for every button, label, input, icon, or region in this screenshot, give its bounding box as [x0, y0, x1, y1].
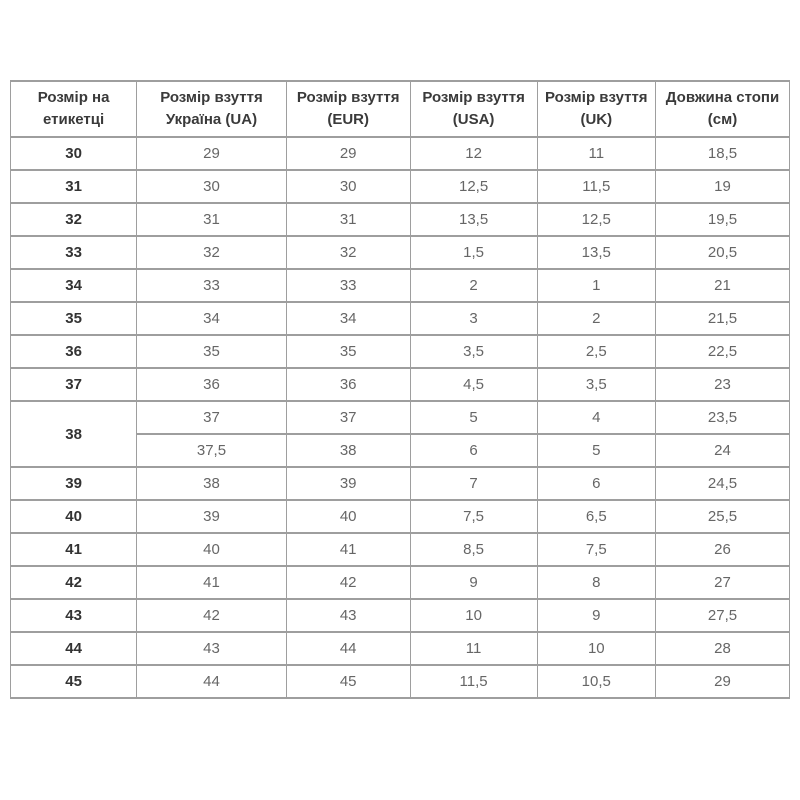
cell: 21,5: [655, 302, 789, 335]
cell: 5: [537, 434, 655, 467]
cell: 4: [537, 401, 655, 434]
cell: 30: [137, 170, 287, 203]
row-label-cell: 40: [11, 500, 137, 533]
row-label-cell: 38: [11, 401, 137, 467]
cell: 2: [410, 269, 537, 302]
cell: 11,5: [410, 665, 537, 698]
cell: 27: [655, 566, 789, 599]
cell: 19,5: [655, 203, 789, 236]
cell: 2: [537, 302, 655, 335]
row-label-cell: 39: [11, 467, 137, 500]
cell: 2,5: [537, 335, 655, 368]
cell: 7: [410, 467, 537, 500]
cell: 6: [537, 467, 655, 500]
cell: 39: [286, 467, 410, 500]
cell: 45: [286, 665, 410, 698]
cell: 23,5: [655, 401, 789, 434]
cell: 6: [410, 434, 537, 467]
cell: 18,5: [655, 137, 789, 170]
cell: 38: [137, 467, 287, 500]
cell: 34: [137, 302, 287, 335]
row-label-cell: 37: [11, 368, 137, 401]
table-row: [11, 566, 790, 599]
cell: 28: [655, 632, 789, 665]
table-row: [11, 203, 790, 236]
cell: 6,5: [537, 500, 655, 533]
cell: 44: [137, 665, 287, 698]
cell: 12,5: [410, 170, 537, 203]
cell: 44: [286, 632, 410, 665]
table-row: [11, 401, 790, 434]
row-label-cell: 41: [11, 533, 137, 566]
table-row: [11, 665, 790, 698]
cell: 33: [286, 269, 410, 302]
cell: 43: [286, 599, 410, 632]
cell: 24: [655, 434, 789, 467]
cell: 38: [286, 434, 410, 467]
cell: 41: [137, 566, 287, 599]
cell: 32: [286, 236, 410, 269]
cell: 10: [537, 632, 655, 665]
column-header-label: Розмір на етикетці: [11, 81, 137, 137]
cell: 29: [286, 137, 410, 170]
cell: 37,5: [137, 434, 287, 467]
cell: 3,5: [410, 335, 537, 368]
cell: 36: [137, 368, 287, 401]
cell: 29: [655, 665, 789, 698]
cell: 12,5: [537, 203, 655, 236]
cell: 26: [655, 533, 789, 566]
row-label-cell: 34: [11, 269, 137, 302]
cell: 25,5: [655, 500, 789, 533]
column-header-uk: Розмір взуття (UK): [537, 81, 655, 137]
cell: 13,5: [410, 203, 537, 236]
cell: 1: [537, 269, 655, 302]
cell: 3: [410, 302, 537, 335]
cell: 27,5: [655, 599, 789, 632]
table-row: [11, 368, 790, 401]
cell: 36: [286, 368, 410, 401]
table-row: [11, 137, 790, 170]
table-row: [11, 302, 790, 335]
cell: 42: [286, 566, 410, 599]
cell: 11: [410, 632, 537, 665]
row-label-cell: 33: [11, 236, 137, 269]
row-label-cell: 45: [11, 665, 137, 698]
cell: 11: [537, 137, 655, 170]
cell: 31: [286, 203, 410, 236]
cell: 24,5: [655, 467, 789, 500]
cell: 21: [655, 269, 789, 302]
cell: 9: [410, 566, 537, 599]
cell: 37: [286, 401, 410, 434]
header-row: [11, 81, 790, 137]
cell: 30: [286, 170, 410, 203]
cell: 10,5: [537, 665, 655, 698]
table-row: [11, 500, 790, 533]
cell: 5: [410, 401, 537, 434]
column-header-cm: Довжина стопи (см): [655, 81, 789, 137]
cell: 19: [655, 170, 789, 203]
cell: 12: [410, 137, 537, 170]
table-row: [11, 632, 790, 665]
row-label-cell: 43: [11, 599, 137, 632]
row-label-cell: 36: [11, 335, 137, 368]
table-row: [11, 236, 790, 269]
shoe-size-table: [10, 80, 790, 699]
row-label-cell: 32: [11, 203, 137, 236]
cell: 11,5: [537, 170, 655, 203]
cell: 4,5: [410, 368, 537, 401]
cell: 34: [286, 302, 410, 335]
table-row: [11, 467, 790, 500]
cell: 7,5: [537, 533, 655, 566]
column-header-ua: Розмір взуття Україна (UA): [137, 81, 287, 137]
cell: 32: [137, 236, 287, 269]
row-label-cell: 35: [11, 302, 137, 335]
cell: 7,5: [410, 500, 537, 533]
cell: 37: [137, 401, 287, 434]
column-header-usa: Розмір взуття (USA): [410, 81, 537, 137]
row-label-cell: 42: [11, 566, 137, 599]
cell: 35: [286, 335, 410, 368]
table-row: [11, 335, 790, 368]
cell: 42: [137, 599, 287, 632]
cell: 29: [137, 137, 287, 170]
cell: 40: [137, 533, 287, 566]
cell: 22,5: [655, 335, 789, 368]
table-row: [11, 599, 790, 632]
table-row: [11, 269, 790, 302]
cell: 33: [137, 269, 287, 302]
cell: 41: [286, 533, 410, 566]
cell: 8: [537, 566, 655, 599]
cell: 40: [286, 500, 410, 533]
cell: 43: [137, 632, 287, 665]
cell: 31: [137, 203, 287, 236]
row-label-cell: 44: [11, 632, 137, 665]
cell: 1,5: [410, 236, 537, 269]
cell: 8,5: [410, 533, 537, 566]
column-header-eur: Розмір взуття (EUR): [286, 81, 410, 137]
cell: 39: [137, 500, 287, 533]
cell: 3,5: [537, 368, 655, 401]
cell: 23: [655, 368, 789, 401]
table-row: [11, 533, 790, 566]
table-row: [11, 170, 790, 203]
cell: 35: [137, 335, 287, 368]
row-label-cell: 30: [11, 137, 137, 170]
row-label-cell: 31: [11, 170, 137, 203]
cell: 10: [410, 599, 537, 632]
cell: 9: [537, 599, 655, 632]
cell: 20,5: [655, 236, 789, 269]
cell: 13,5: [537, 236, 655, 269]
